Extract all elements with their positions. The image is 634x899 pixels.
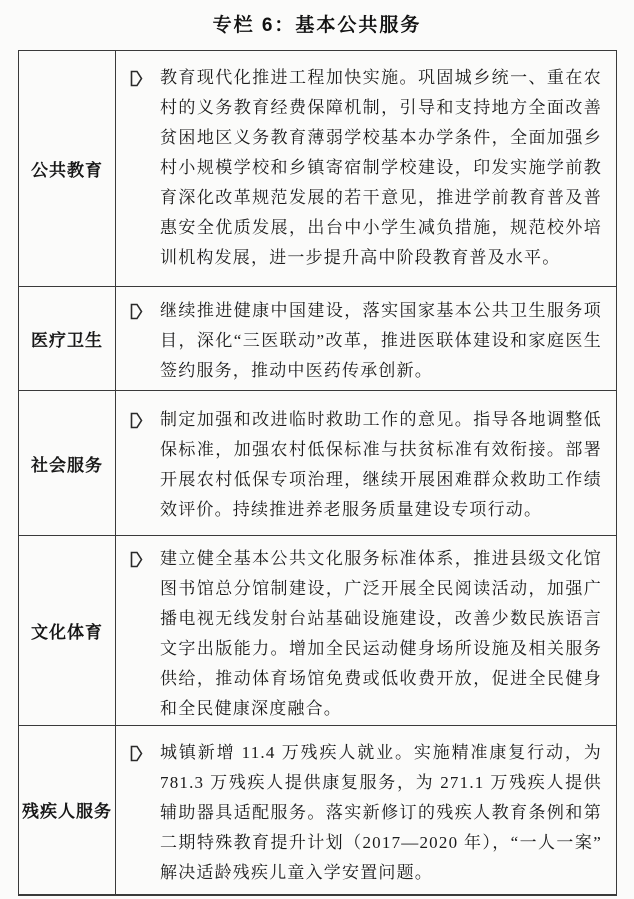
row-text: 建立健全基本公共文化服务标准体系，推进县级文化馆图书馆总分馆制建设，广泛开展全民阅读活动，加强广播电视无线发射台站基础设施建设，改善少数民族语言文字出版能力。增加全民运动健身场所设施及相关服务供给，推动体育场馆免费或低收费开放，促进全民健身和全民健康深度融合。 [160, 549, 602, 718]
pentagon-arrow-bullet-icon [129, 551, 143, 568]
category-label: 社会服务 [19, 391, 116, 536]
page-title: 专栏 6：基本公共服务 [212, 15, 422, 36]
pentagon-arrow-bullet-icon [129, 70, 143, 87]
row-content [116, 287, 616, 386]
pentagon-arrow-bullet-icon [129, 412, 143, 429]
row-content [116, 391, 616, 525]
category-label: 医疗卫生 [19, 287, 116, 391]
row-content [116, 51, 616, 273]
category-label: 文化体育 [19, 536, 116, 726]
table-row-disabled-services [19, 726, 617, 895]
table-row-culture-sports [19, 536, 617, 726]
row-text: 教育现代化推进工程加快实施。巩固城乡统一、重在农村的义务教育经费保障机制，引导和支持地方全面改善贫困地区义务教育薄弱学校基本办学条件，全面加强乡村小规模学校和乡镇寄宿制学校建设，印发实施学前教育深化改革规范发展的若干意见，推进学前教育普及普惠安全优质发展，出台中小学生减负措施，规范校外培训机构发展，进一步提升高中阶段教育普及水平。 [160, 68, 602, 267]
row-text: 继续推进健康中国建设，落实国家基本公共卫生服务项目，深化“三医联动”改革，推进医联体建设和家庭医生签约服务，推动中医药传承创新。 [160, 301, 602, 380]
table-row-social-services [19, 391, 617, 536]
row-content [116, 536, 616, 724]
row-content [116, 726, 616, 888]
category-label: 残疾人服务 [19, 726, 116, 895]
pentagon-arrow-bullet-icon [129, 303, 143, 320]
row-text: 制定加强和改进临时救助工作的意见。指导各地调整低保标准，加强农村低保标准与扶贫标准有效衔接。部署开展农村低保专项治理，继续开展困难群众救助工作绩效评价。持续推进养老服务质量建设专项行动。 [160, 410, 602, 519]
category-label: 公共教育 [19, 51, 116, 287]
pentagon-arrow-bullet-icon [129, 745, 143, 762]
table-row-medical-health [19, 287, 617, 391]
row-text: 城镇新增 11.4 万残疾人就业。实施精准康复行动，为 781.3 万残疾人提供康复服务，为 271.1 万残疾人提供辅助器具适配服务。落实新修订的残疾人教育条例和第二期特殊教育提升计划（2017—2020 年），“一人一案”解决适龄残疾儿童入学安置问题。 [160, 743, 602, 882]
services-table [18, 50, 617, 896]
table-row-public-education [19, 51, 617, 287]
